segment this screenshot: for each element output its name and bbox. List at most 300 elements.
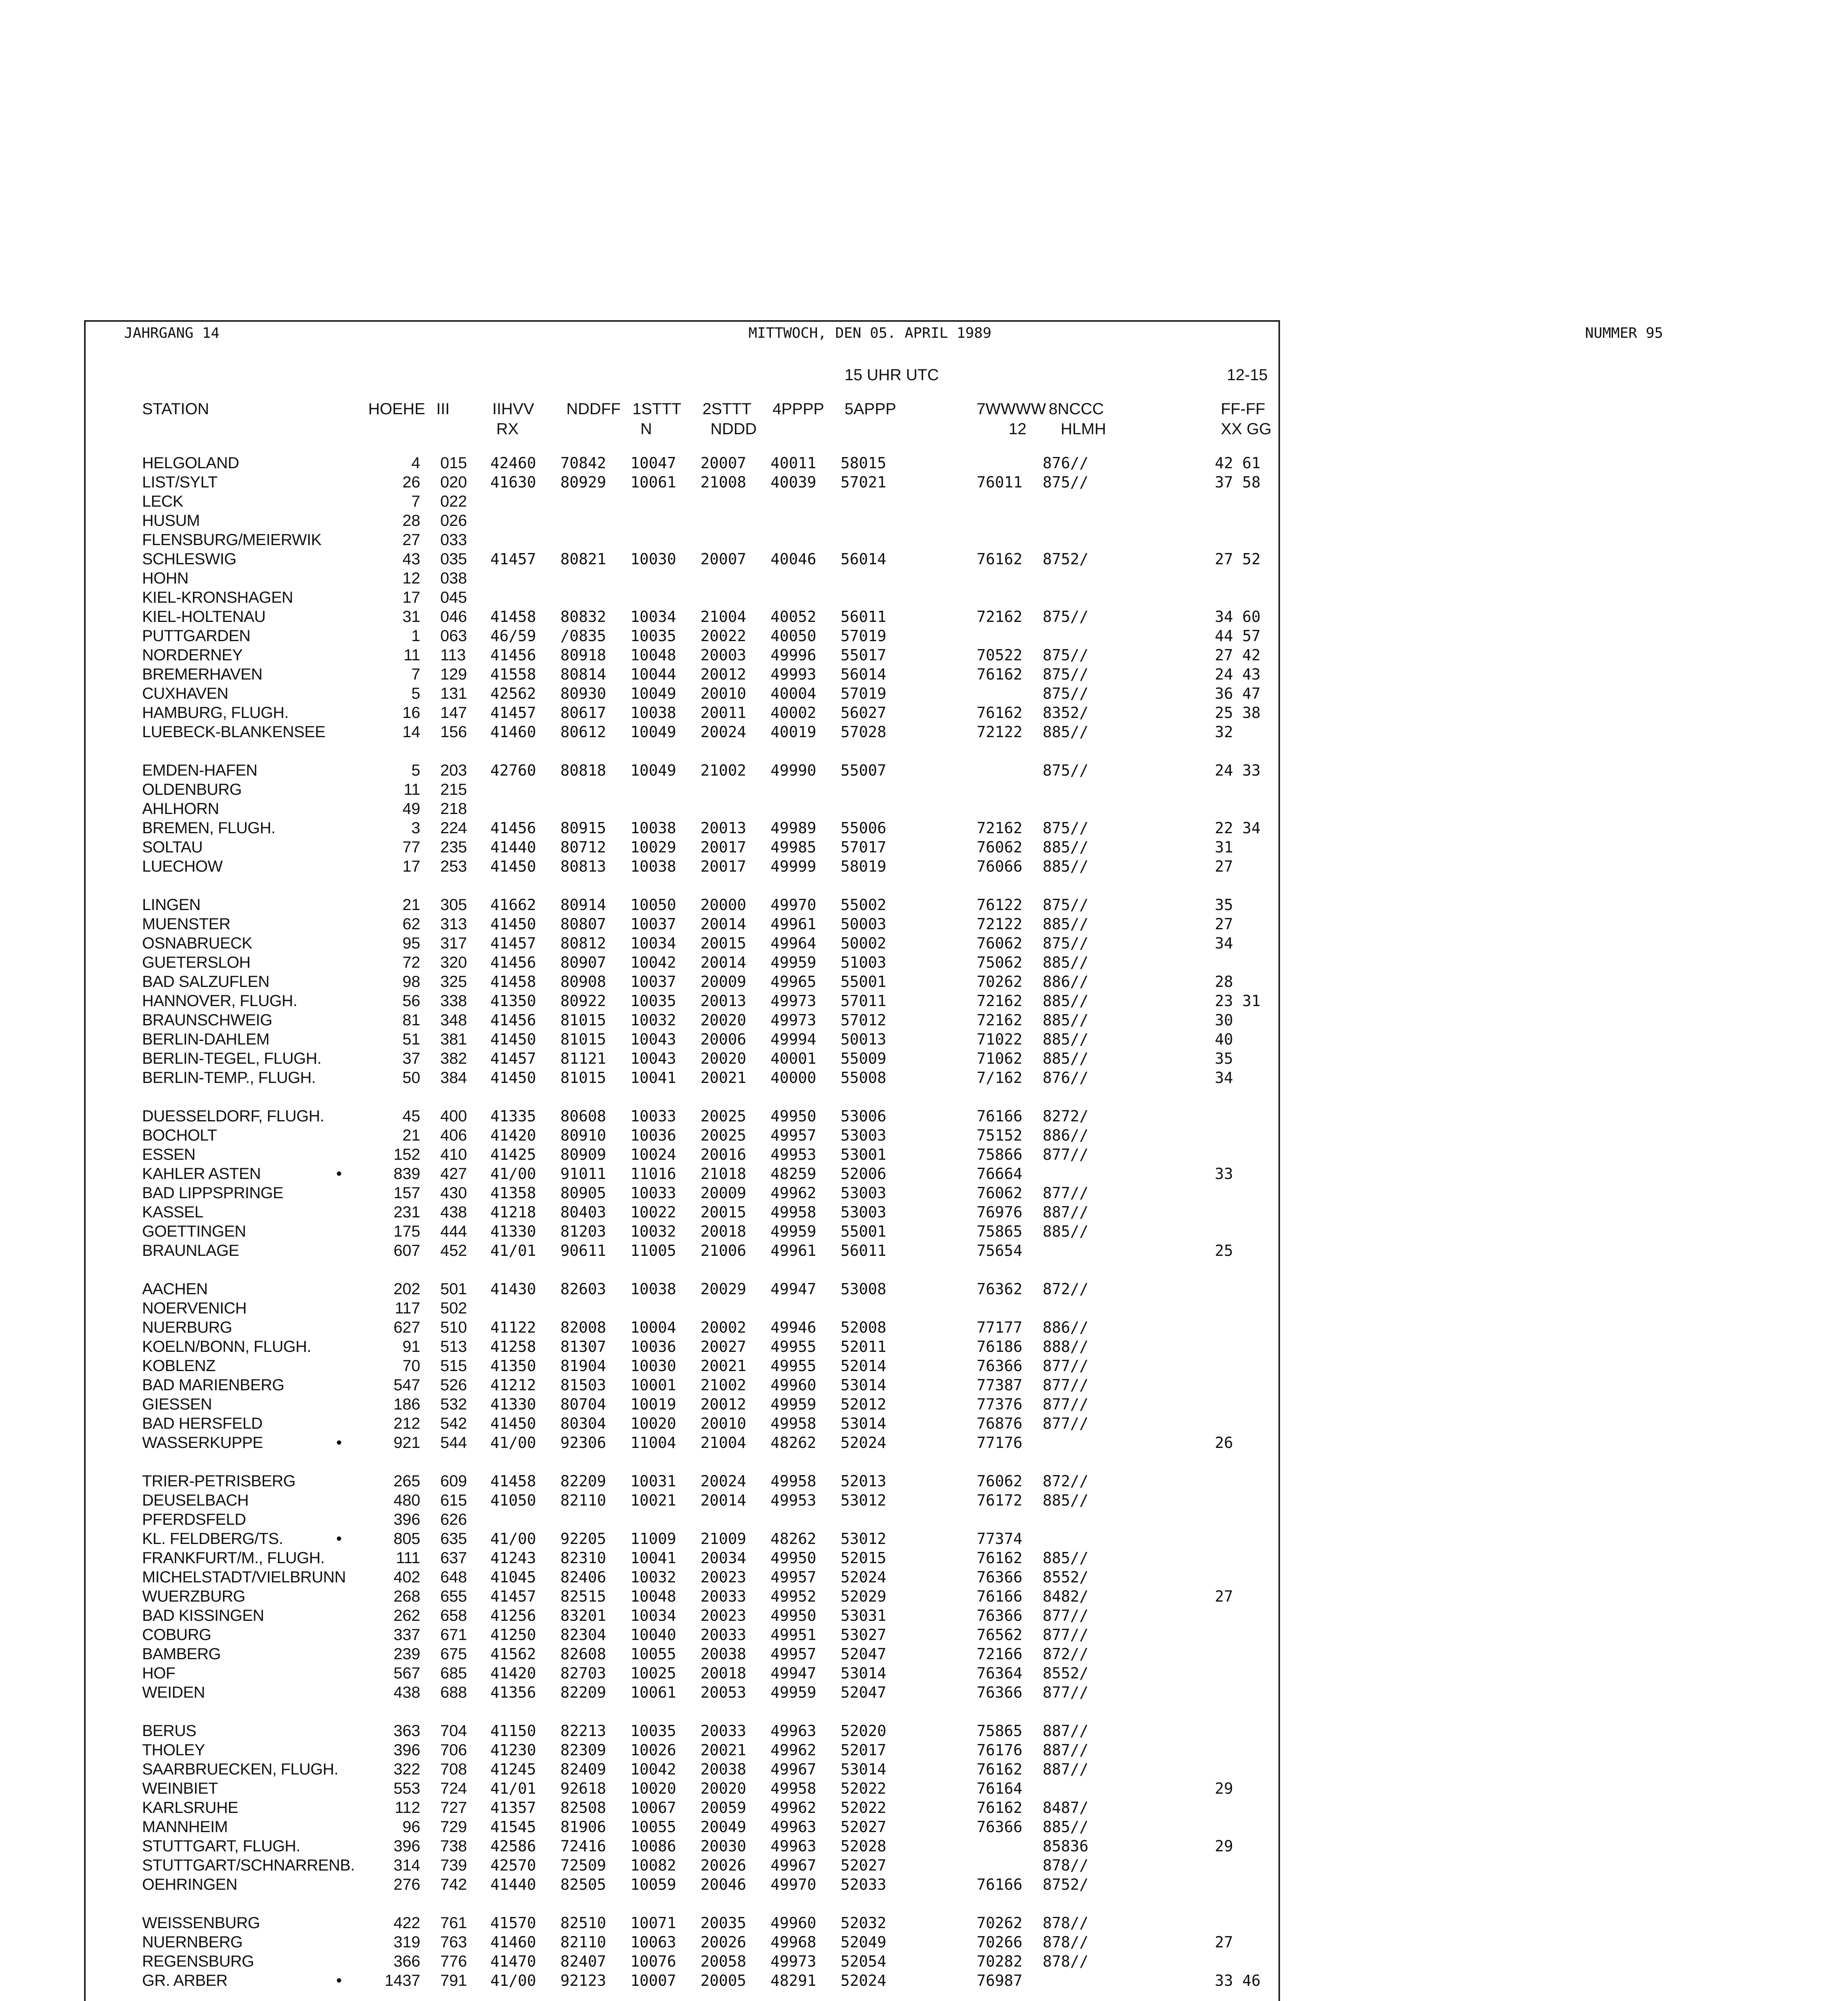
cell-iii: 317: [440, 934, 467, 952]
cell-ffgg: 30: [1215, 1011, 1233, 1029]
cell-ffgg: 42 61: [1215, 454, 1261, 472]
cell-2sttt: 20003: [700, 646, 746, 664]
cell-2sttt: 20007: [700, 550, 746, 568]
cell-ffgg: 24 33: [1215, 762, 1261, 779]
cell-iii: 430: [440, 1184, 467, 1202]
cell-1sttt: 10041: [630, 1549, 676, 1567]
cell-hoehe: 157: [393, 1184, 420, 1202]
cell-hoehe: 319: [393, 1933, 420, 1951]
cell-8nccc: 876//: [1043, 454, 1089, 472]
cell-iii: 761: [440, 1914, 467, 1932]
cell-1sttt: 10007: [630, 1972, 676, 1989]
cell-hoehe: 276: [393, 1876, 420, 1893]
col-5appp: 5APPP: [845, 400, 896, 418]
cell-7wwww: 76976: [977, 1203, 1023, 1221]
cell-iii: 203: [440, 762, 467, 779]
cell-7wwww: 72162: [977, 992, 1023, 1010]
cell-iii: 131: [440, 685, 467, 702]
cell-5appp: 56011: [841, 608, 887, 626]
cell-hoehe: 5: [411, 762, 420, 779]
cell-2sttt: 20024: [700, 1472, 746, 1490]
cell-iihvv: 41045: [490, 1568, 536, 1586]
cell-nddff: 81307: [560, 1338, 606, 1355]
cell-7wwww: 76162: [977, 704, 1023, 722]
cell-station: WEIDEN: [142, 1684, 205, 1701]
cell-nddff: 81904: [560, 1357, 606, 1375]
col-iihvv-sub: RX: [496, 420, 519, 438]
cell-2sttt: 20053: [700, 1684, 746, 1701]
cell-hoehe: 17: [402, 858, 420, 875]
cell-5appp: 52014: [841, 1357, 887, 1375]
cell-7wwww: 76162: [977, 1799, 1023, 1817]
cell-4pppp: 40052: [771, 608, 817, 626]
cell-1sttt: 10035: [630, 1722, 676, 1740]
cell-iihvv: 41/00: [490, 1434, 536, 1452]
cell-2sttt: 20020: [700, 1780, 746, 1797]
cell-hoehe: 28: [402, 512, 420, 529]
cell-1sttt: 10035: [630, 992, 676, 1010]
cell-8nccc: 885//: [1043, 1549, 1089, 1567]
cell-iihvv: 41250: [490, 1626, 536, 1644]
cell-2sttt: 20034: [700, 1549, 746, 1567]
cell-station: HAMBURG, FLUGH.: [142, 704, 289, 722]
cell-hoehe: 1: [411, 627, 420, 645]
cell-hoehe: 262: [393, 1607, 420, 1624]
cell-iii: 729: [440, 1818, 467, 1836]
cell-hoehe: 422: [393, 1914, 420, 1932]
cell-1sttt: 10037: [630, 973, 676, 990]
cell-1sttt: 10036: [630, 1338, 676, 1355]
cell-iihvv: 41425: [490, 1146, 536, 1163]
cell-7wwww: 7/162: [977, 1069, 1023, 1087]
cell-4pppp: 49958: [771, 1415, 817, 1432]
cell-2sttt: 20033: [700, 1626, 746, 1644]
cell-7wwww: 71022: [977, 1031, 1023, 1048]
cell-1sttt: 10026: [630, 1741, 676, 1759]
cell-iii: 320: [440, 954, 467, 971]
cell-7wwww: 76366: [977, 1684, 1023, 1701]
cell-nddff: 80617: [560, 704, 606, 722]
cell-iihvv: 41458: [490, 608, 536, 626]
cell-7wwww: 72122: [977, 915, 1023, 933]
cell-iii: 452: [440, 1242, 467, 1259]
cell-8nccc: 875//: [1043, 666, 1089, 683]
cell-nddff: 82510: [560, 1914, 606, 1932]
cell-7wwww: 76162: [977, 1760, 1023, 1778]
cell-7wwww: 76364: [977, 1664, 1023, 1682]
cell-2sttt: 20010: [700, 1415, 746, 1432]
cell-7wwww: 76164: [977, 1780, 1023, 1797]
cell-2sttt: 20015: [700, 1203, 746, 1221]
cell-5appp: 53027: [841, 1626, 887, 1644]
cell-station: CUXHAVEN: [142, 685, 229, 702]
cell-hoehe: 117: [395, 1299, 420, 1317]
cell-iihvv: 41330: [490, 1223, 536, 1240]
cell-iihvv: 41350: [490, 1357, 536, 1375]
cell-8nccc: 887//: [1043, 1760, 1089, 1778]
cell-iihvv: 41562: [490, 1645, 536, 1663]
cell-station: BERLIN-TEMP., FLUGH.: [142, 1069, 316, 1087]
cell-5appp: 52033: [841, 1876, 887, 1893]
cell-2sttt: 20013: [700, 819, 746, 837]
cell-1sttt: 10022: [630, 1203, 676, 1221]
cell-iii: 382: [440, 1050, 467, 1067]
cell-iihvv: 41450: [490, 1031, 536, 1048]
cell-iii: 615: [440, 1492, 467, 1509]
cell-iihvv: 42760: [490, 762, 536, 779]
cell-iihvv: 41458: [490, 1472, 536, 1490]
cell-station: NUERNBERG: [142, 1933, 243, 1951]
cell-5appp: 52024: [841, 1972, 887, 1989]
cell-5appp: 52024: [841, 1434, 887, 1452]
cell-4pppp: 49958: [771, 1780, 817, 1797]
cell-2sttt: 20049: [700, 1818, 746, 1836]
cell-iii: 635: [440, 1530, 467, 1548]
cell-iii: 022: [440, 493, 467, 510]
cell-hoehe: 81: [402, 1011, 420, 1029]
cell-2sttt: 20033: [700, 1588, 746, 1605]
cell-2sttt: 21009: [700, 1530, 746, 1548]
cell-station: WUERZBURG: [142, 1588, 245, 1605]
col-7wwww-sub: 12: [1009, 420, 1027, 438]
cell-ffgg: 24 43: [1215, 666, 1261, 683]
cell-iihvv: 41/01: [490, 1780, 536, 1797]
col-8nccc-sub: HLMH: [1061, 420, 1106, 438]
cell-4pppp: 49955: [771, 1357, 817, 1375]
cell-nddff: 80922: [560, 992, 606, 1010]
cell-1sttt: 10031: [630, 1472, 676, 1490]
cell-hoehe: 202: [393, 1280, 420, 1298]
cell-7wwww: 77387: [977, 1376, 1023, 1394]
cell-station: BERLIN-TEGEL, FLUGH.: [142, 1050, 321, 1067]
cell-ffgg: 34: [1215, 934, 1233, 952]
cell-2sttt: 20013: [700, 992, 746, 1010]
cell-7wwww: 70522: [977, 646, 1023, 664]
cell-1sttt: 10049: [630, 723, 676, 741]
cell-station: WASSERKUPPE: [142, 1434, 263, 1452]
col-ff-sub: XX GG: [1221, 420, 1272, 438]
cell-7wwww: 75152: [977, 1127, 1023, 1144]
issue-number: NUMMER 95: [1585, 325, 1663, 341]
cell-4pppp: 49955: [771, 1338, 817, 1355]
cell-station: LINGEN: [142, 896, 201, 914]
cell-nddff: 82406: [560, 1568, 606, 1586]
cell-5appp: 56014: [841, 666, 887, 683]
cell-5appp: 52028: [841, 1837, 887, 1855]
cell-iii: 501: [440, 1280, 467, 1298]
cell-iihvv: 41450: [490, 858, 536, 875]
cell-station: DUESSELDORF, FLUGH.: [142, 1107, 325, 1125]
cell-hoehe: 26: [402, 473, 420, 491]
cell-hoehe: 96: [402, 1818, 420, 1836]
cell-1sttt: 10043: [630, 1050, 676, 1067]
cell-5appp: 55008: [841, 1069, 887, 1087]
cell-nddff: 80910: [560, 1127, 606, 1144]
cell-iihvv: 41456: [490, 646, 536, 664]
cell-iii: 020: [440, 473, 467, 491]
cell-4pppp: 49960: [771, 1914, 817, 1932]
cell-nddff: 80818: [560, 762, 606, 779]
cell-iihvv: 41457: [490, 704, 536, 722]
cell-ffgg: 28: [1215, 973, 1233, 990]
cell-8nccc: 8487/: [1043, 1799, 1089, 1817]
cell-nddff: 80915: [560, 819, 606, 837]
cell-iii: 626: [440, 1511, 467, 1528]
cell-station: SAARBRUECKEN, FLUGH.: [142, 1760, 339, 1778]
cell-2sttt: 20009: [700, 973, 746, 990]
cell-nddff: 81015: [560, 1069, 606, 1087]
cell-4pppp: 49963: [771, 1722, 817, 1740]
cell-iihvv: 41150: [490, 1722, 536, 1740]
cell-7wwww: 70262: [977, 973, 1023, 990]
cell-7wwww: 76166: [977, 1107, 1023, 1125]
cell-nddff: 80918: [560, 646, 606, 664]
cell-station: OEHRINGEN: [142, 1876, 237, 1893]
cell-8nccc: 885//: [1043, 1011, 1089, 1029]
cell-station: AACHEN: [142, 1280, 208, 1298]
cell-station: KOBLENZ: [142, 1357, 216, 1375]
cell-hoehe: 50: [402, 1069, 420, 1087]
cell-8nccc: 886//: [1043, 1319, 1089, 1336]
cell-1sttt: 10034: [630, 608, 676, 626]
cell-iihvv: 41256: [490, 1607, 536, 1624]
cell-2sttt: 21004: [700, 608, 746, 626]
cell-iihvv: 41335: [490, 1107, 536, 1125]
cell-station: HOF: [142, 1664, 175, 1682]
cell-iii: 444: [440, 1223, 467, 1240]
cell-5appp: 56011: [841, 1242, 887, 1259]
cell-iii: 381: [440, 1031, 467, 1048]
cell-station: NOERVENICH: [142, 1299, 247, 1317]
cell-nddff: 80907: [560, 954, 606, 971]
cell-8nccc: 878//: [1043, 1857, 1089, 1874]
cell-ffgg: 22 34: [1215, 819, 1261, 837]
cell-1sttt: 10071: [630, 1914, 676, 1932]
col-2sttt: 2STTT: [702, 400, 752, 418]
cell-8nccc: 875//: [1043, 608, 1089, 626]
cell-iihvv: 41630: [490, 473, 536, 491]
cell-iihvv: 41/00: [490, 1530, 536, 1548]
cell-nddff: 90611: [560, 1242, 606, 1259]
cell-7wwww: 77176: [977, 1434, 1023, 1452]
cell-8nccc: 885//: [1043, 1818, 1089, 1836]
cell-7wwww: 76062: [977, 1472, 1023, 1490]
cell-7wwww: 76366: [977, 1357, 1023, 1375]
cell-2sttt: 20016: [700, 1146, 746, 1163]
cell-nddff: 80812: [560, 934, 606, 952]
cell-nddff: 82603: [560, 1280, 606, 1298]
cell-2sttt: 21006: [700, 1242, 746, 1259]
cell-8nccc: 875//: [1043, 934, 1089, 952]
cell-hoehe: 4: [411, 454, 420, 472]
cell-5appp: 56014: [841, 550, 887, 568]
cell-7wwww: 75865: [977, 1722, 1023, 1740]
cell-hoehe: 91: [402, 1338, 420, 1355]
cell-station: SOLTAU: [142, 838, 203, 856]
cell-hoehe: 839: [393, 1165, 420, 1183]
cell-iii: 046: [440, 608, 467, 626]
cell-iii: 026: [440, 512, 467, 529]
cell-4pppp: 49957: [771, 1645, 817, 1663]
cell-station: KARLSRUHE: [142, 1799, 239, 1817]
cell-4pppp: 40011: [771, 454, 817, 472]
cell-ffgg: 40: [1215, 1031, 1233, 1048]
cell-8nccc: 8552/: [1043, 1568, 1089, 1586]
cell-ffgg: 44 57: [1215, 627, 1261, 645]
cell-4pppp: 49958: [771, 1203, 817, 1221]
cell-hoehe: 98: [402, 973, 420, 990]
cell-iihvv: 41662: [490, 896, 536, 914]
cell-8nccc: 885//: [1043, 1223, 1089, 1240]
cell-station: NUERBURG: [142, 1319, 232, 1336]
cell-4pppp: 40004: [771, 685, 817, 702]
cell-station: BAMBERG: [142, 1645, 221, 1663]
cell-1sttt: 10034: [630, 1607, 676, 1624]
cell-iii: 532: [440, 1395, 467, 1413]
cell-hoehe: 45: [402, 1107, 420, 1125]
cell-iii: 706: [440, 1741, 467, 1759]
cell-iihvv: 41358: [490, 1184, 536, 1202]
cell-station: BAD SALZUFLEN: [142, 973, 270, 990]
cell-7wwww: 70266: [977, 1933, 1023, 1951]
cell-1sttt: 10063: [630, 1933, 676, 1951]
cell-ffgg: 35: [1215, 896, 1233, 914]
cell-hoehe: 337: [393, 1626, 420, 1644]
volume-label: JAHRGANG 14: [124, 325, 220, 341]
cell-iii: 156: [440, 723, 467, 741]
cell-station: FRANKFURT/M., FLUGH.: [142, 1549, 325, 1567]
cell-8nccc: 885//: [1043, 1492, 1089, 1509]
cell-8nccc: 877//: [1043, 1415, 1089, 1432]
cell-hoehe: 805: [393, 1530, 420, 1548]
cell-nddff: 82110: [560, 1933, 606, 1951]
cell-station: BRAUNLAGE: [142, 1242, 239, 1259]
cell-iii: 338: [440, 992, 467, 1010]
cell-iihvv: 41050: [490, 1492, 536, 1509]
cell-4pppp: 49951: [771, 1626, 817, 1644]
cell-station: LECK: [142, 493, 183, 510]
cell-station: WEISSENBURG: [142, 1914, 260, 1932]
cell-hoehe: 567: [393, 1664, 420, 1682]
cell-1sttt: 10030: [630, 550, 676, 568]
cell-station: KAHLER ASTEN: [142, 1165, 261, 1183]
cell-4pppp: 49964: [771, 934, 817, 952]
cell-5appp: 53003: [841, 1184, 887, 1202]
cell-station: BERUS: [142, 1722, 197, 1740]
cell-iii: 113: [440, 646, 466, 664]
cell-hoehe: 3: [411, 819, 420, 837]
cell-station: THOLEY: [142, 1741, 205, 1759]
cell-hoehe: 95: [402, 934, 420, 952]
cell-5appp: 53014: [841, 1415, 887, 1432]
cell-5appp: 52006: [841, 1165, 887, 1183]
cell-5appp: 55006: [841, 819, 887, 837]
cell-hoehe: 239: [393, 1645, 420, 1663]
cell-nddff: 80612: [560, 723, 606, 741]
cell-4pppp: 49960: [771, 1376, 817, 1394]
cell-5appp: 58019: [841, 858, 887, 875]
cell-hoehe: 402: [393, 1568, 420, 1586]
cell-ffgg: 27: [1215, 1588, 1233, 1605]
cell-2sttt: 20026: [700, 1933, 746, 1951]
col-iii: III: [436, 400, 450, 418]
cell-7wwww: 76366: [977, 1568, 1023, 1586]
cell-iihvv: 41/00: [490, 1972, 536, 1989]
cell-2sttt: 20029: [700, 1280, 746, 1298]
cell-iihvv: 41457: [490, 550, 536, 568]
cell-nddff: 80304: [560, 1415, 606, 1432]
cell-7wwww: 75654: [977, 1242, 1023, 1259]
cell-8nccc: 887//: [1043, 1203, 1089, 1221]
cell-station: GIESSEN: [142, 1395, 212, 1413]
cell-5appp: 53014: [841, 1760, 887, 1778]
cell-1sttt: 10049: [630, 762, 676, 779]
cell-iihvv: 41258: [490, 1338, 536, 1355]
cell-ffgg: 32: [1215, 723, 1233, 741]
cell-hoehe: 553: [393, 1780, 420, 1797]
cell-iihvv: 41/01: [490, 1242, 536, 1259]
cell-7wwww: 75865: [977, 1223, 1023, 1240]
cell-2sttt: 20025: [700, 1127, 746, 1144]
cell-iii: 704: [440, 1722, 467, 1740]
cell-ffgg: 27: [1215, 1933, 1233, 1951]
cell-nddff: 92205: [560, 1530, 606, 1548]
cell-iii: 305: [440, 896, 467, 914]
cell-4pppp: 49962: [771, 1184, 817, 1202]
cell-iii: 348: [440, 1011, 467, 1029]
cell-nddff: 82304: [560, 1626, 606, 1644]
cell-nddff: 81503: [560, 1376, 606, 1394]
cell-4pppp: 49970: [771, 1876, 817, 1893]
cell-nddff: 80832: [560, 608, 606, 626]
cell-2sttt: 20023: [700, 1568, 746, 1586]
cell-iihvv: 41420: [490, 1127, 536, 1144]
cell-4pppp: 49961: [771, 1242, 817, 1259]
cell-hoehe: 175: [393, 1223, 420, 1240]
cell-hoehe: 51: [402, 1031, 420, 1048]
cell-iii: 033: [440, 531, 467, 549]
cell-nddff: 82515: [560, 1588, 606, 1605]
cell-iii: 015: [440, 454, 467, 472]
cell-ffgg: 25 38: [1215, 704, 1261, 722]
cell-4pppp: 49967: [771, 1857, 817, 1874]
cell-2sttt: 20021: [700, 1741, 746, 1759]
cell-4pppp: 49994: [771, 1031, 817, 1048]
cell-8nccc: 875//: [1043, 896, 1089, 914]
cell-station: KIEL-HOLTENAU: [142, 608, 266, 626]
cell-hoehe: 77: [402, 838, 420, 856]
cell-8nccc: 887//: [1043, 1741, 1089, 1759]
cell-8nccc: 885//: [1043, 1031, 1089, 1048]
cell-4pppp: 49973: [771, 1953, 817, 1970]
cell-nddff: 80403: [560, 1203, 606, 1221]
cell-5appp: 52029: [841, 1588, 887, 1605]
cell-marker: •: [336, 1434, 342, 1452]
cell-nddff: 80814: [560, 666, 606, 683]
cell-station: LUECHOW: [142, 858, 223, 875]
cell-1sttt: 10050: [630, 896, 676, 914]
cell-nddff: 80909: [560, 1146, 606, 1163]
cell-station: REGENSBURG: [142, 1953, 254, 1970]
cell-1sttt: 10021: [630, 1492, 676, 1509]
cell-7wwww: 70262: [977, 1914, 1023, 1932]
cell-hoehe: 21: [402, 1127, 420, 1144]
cell-nddff: 72509: [560, 1857, 606, 1874]
cell-2sttt: 20000: [700, 896, 746, 914]
cell-5appp: 57019: [841, 685, 887, 702]
cell-station: BRAUNSCHWEIG: [142, 1011, 273, 1029]
cell-1sttt: 10048: [630, 1588, 676, 1605]
